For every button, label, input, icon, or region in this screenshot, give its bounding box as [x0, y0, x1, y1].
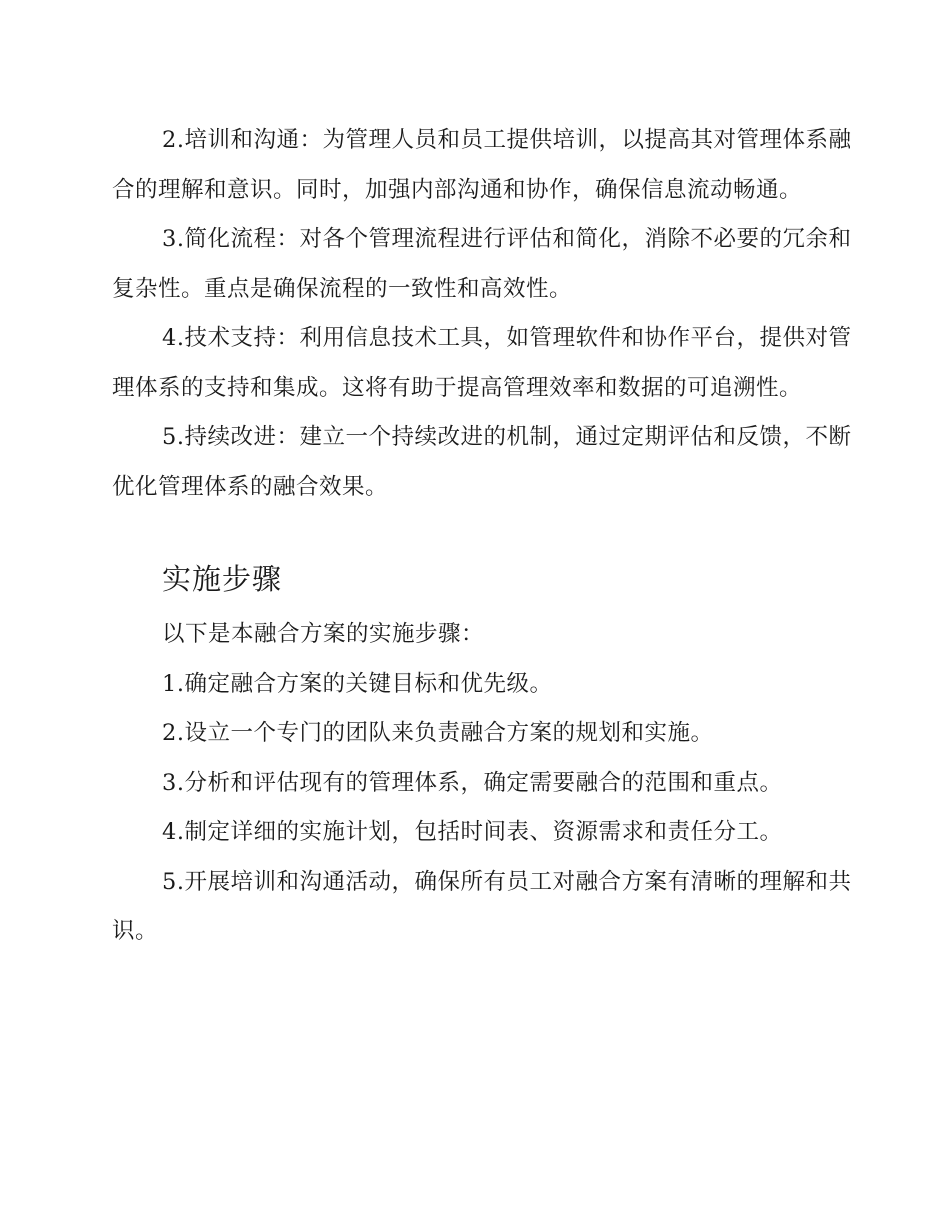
step-item-1: 1.确定融合方案的关键目标和优先级。	[162, 670, 553, 697]
step-item-4: 4.制定详细的实施计划，包括时间表、资源需求和责任分工。	[162, 819, 783, 845]
paragraph-technical-support: 4.技术支持：利用信息技术工具，如管理软件和协作平台，提供对管理体系的支持和集成。这将有助于提高管理效率和数据的可追溯性。	[112, 325, 852, 401]
paragraph-continuous-improvement: 5.持续改进：建立一个持续改进的机制，通过定期评估和反馈，不断优化管理体系的融合效果。	[112, 424, 852, 500]
paragraph-training-communication: 2.培训和沟通：为管理人员和员工提供培训，以提高其对管理体系融合的理解和意识。同时，加强内部沟通和协作，确保信息流动畅通。	[112, 127, 852, 203]
step-item-3: 3.分析和评估现有的管理体系，确定需要融合的范围和重点。	[162, 769, 783, 796]
document-page	[112, 116, 857, 957]
step-item-2: 2.设立一个专门的团队来负责融合方案的规划和实施。	[162, 720, 714, 746]
paragraph-simplify-process: 3.简化流程：对各个管理流程进行评估和简化，消除不必要的冗余和复杂性。重点是确保流程的一致性和高效性。	[112, 226, 852, 302]
step-item-5: 5.开展培训和沟通活动，确保所有员工对融合方案有清晰的理解和共识。	[112, 868, 852, 944]
section-heading-implementation-steps: 实施步骤	[162, 562, 283, 596]
section-intro: 以下是本融合方案的实施步骤：	[162, 621, 485, 647]
